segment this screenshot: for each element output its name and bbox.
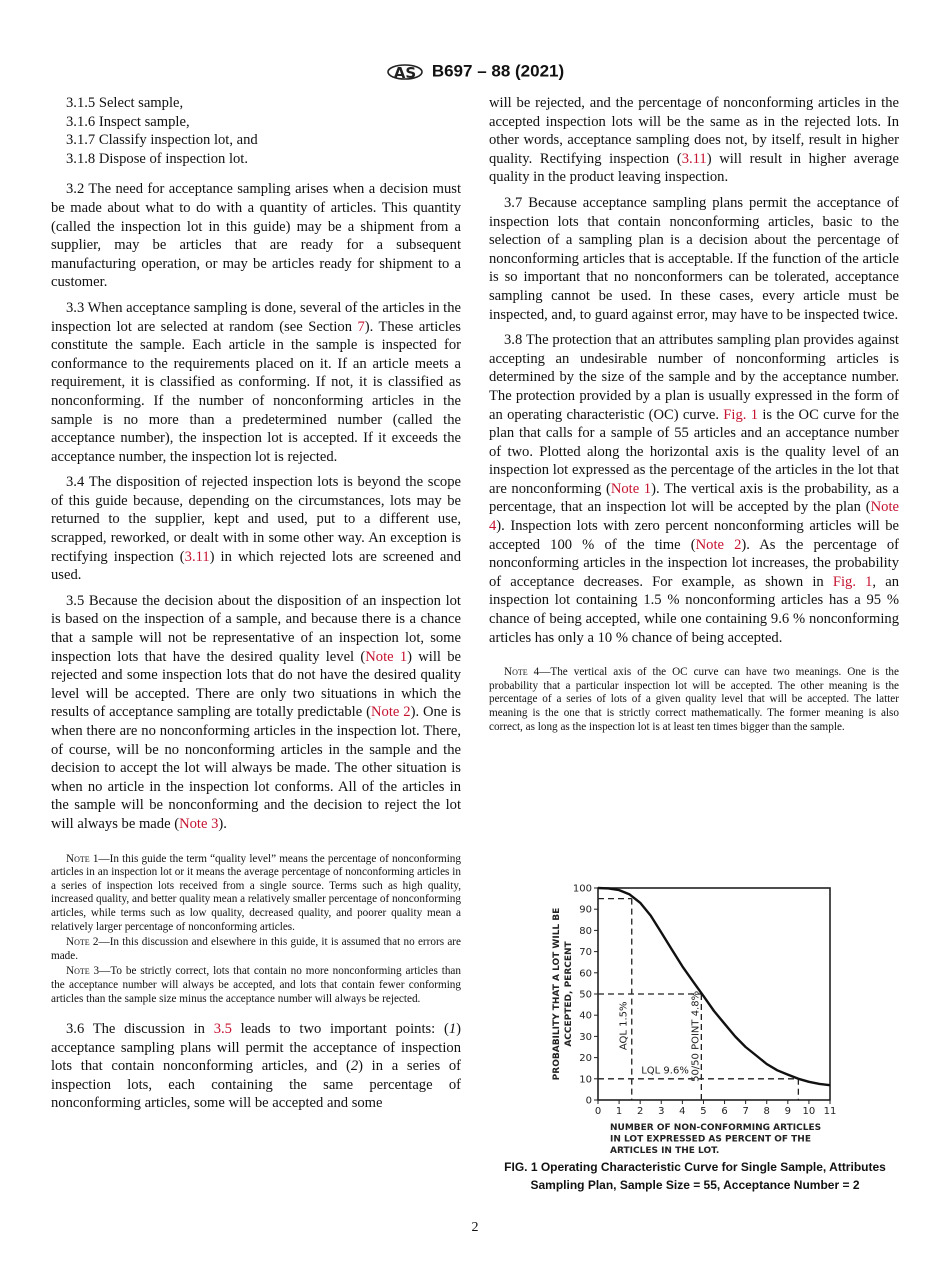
paragraph bbox=[51, 473, 461, 585]
y-tick-label: 70 bbox=[579, 947, 592, 959]
paragraph bbox=[51, 180, 461, 292]
paragraph bbox=[489, 94, 899, 187]
text-run: 2 bbox=[350, 1058, 359, 1075]
cross-reference-link[interactable]: 3.11 bbox=[681, 150, 707, 167]
text-run: 3.3 When acceptance sampling is done, several of the articles in the inspection lot are selected at random (see Section bbox=[51, 299, 461, 335]
annotation-lql: LQL 9.6% bbox=[641, 1065, 689, 1077]
page-header bbox=[0, 58, 950, 86]
text-run: 3.4 The disposition of rejected inspection lots is beyond the scope of this guide because, depending on the circumstances, lots may be returned to the supplier, kept and used, put to a different use, scrapped, reworked, or dealt with in some other way. An exception is rectifying inspection ( bbox=[51, 474, 461, 565]
page-number: 2 bbox=[471, 1220, 479, 1235]
text-run: ). These articles constitute the sample. Each article in the sample is inspected for conformance to the requirements placed on it. If an article meets a requirement, it is classified as conforming. If not, it is classified as nonconforming. If the number of nonconforming articles in the sample is no more than a predetermined number (called the acceptance number), the inspection lot is accepted. If it exceeds the acceptance number, the inspection lot is rejected. bbox=[51, 318, 461, 465]
x-tick-label: 0 bbox=[594, 1106, 602, 1117]
cross-reference-link[interactable]: Fig. 1 bbox=[723, 406, 759, 423]
list-item bbox=[51, 150, 461, 169]
text-run: 2—In this discussion and elsewhere in this guide, it is assumed that no errors are made. bbox=[51, 936, 461, 962]
y-tick-label: 40 bbox=[579, 1010, 592, 1022]
y-axis-label: PROBABILITY THAT A LOT WILL BE bbox=[552, 907, 562, 1081]
list-item bbox=[51, 131, 461, 150]
spacer bbox=[489, 654, 899, 666]
text-run: ). The vertical axis is the probability, as a percentage, that an inspection lot will be accepted by the plan ( bbox=[489, 480, 899, 516]
text-run: 4—The vertical axis of the OC curve can have two meanings. One is the probability that a particular inspection lot will be accepted. The other meaning is the percentage of a series of lots of a given quality level that will be accepted. The latter meaning is the one that is strictly correct mathematically. The former meaning is also correct, as long as the inspection lot is at least ten times bigger than the sample. bbox=[489, 666, 899, 733]
x-tick-label: 7 bbox=[742, 1106, 749, 1117]
x-tick-label: 11 bbox=[823, 1106, 837, 1117]
text-run: ) will be rejected and some inspection lots that do not have the desired quality level will be accepted. There are only two situations in which the results of acceptance sampling are totally predictable ( bbox=[51, 648, 461, 721]
paragraph bbox=[51, 299, 461, 466]
note-label: Note bbox=[66, 936, 90, 949]
paragraph bbox=[489, 194, 899, 324]
text-run: 1 bbox=[448, 1021, 457, 1038]
annotation-fifty-fifty: 50/50 POINT 4.8% bbox=[690, 990, 702, 1082]
text-run: ). One is when there are no nonconforming articles in the inspection lot. There, of course, will be no nonconforming articles in the sample and the decision to accept the lot will always be made. The other situation is when no article in the inspection lot conforms. All of the articles in the sample will be nonconforming and the decision to reject the lot will always be made ( bbox=[51, 704, 461, 832]
cross-reference-link[interactable]: 3.5 bbox=[213, 1021, 232, 1038]
text-run: 3.1.5 Select sample, bbox=[66, 95, 184, 111]
cross-reference-link[interactable]: 3.11 bbox=[184, 548, 210, 565]
spacer bbox=[51, 841, 461, 853]
x-axis-label: NUMBER OF NON-CONFORMING ARTICLES bbox=[610, 1123, 822, 1133]
paragraph bbox=[489, 331, 899, 647]
text-run: leads to two important points: ( bbox=[231, 1021, 449, 1038]
cross-reference-link[interactable]: Note 1 bbox=[365, 648, 408, 665]
cross-reference-link[interactable]: Note 2 bbox=[695, 536, 742, 553]
x-axis-label: ARTICLES IN THE LOT. bbox=[610, 1146, 720, 1156]
x-tick-label: 3 bbox=[658, 1106, 665, 1117]
text-run: ). bbox=[218, 815, 227, 832]
y-tick-label: 50 bbox=[579, 989, 592, 1001]
cross-reference-link[interactable]: Note 1 bbox=[610, 480, 652, 497]
text-run: 3.5 Because the decision about the disposition of an inspection lot is based on the inspection of a sample, and because there is a chance that a sample will not be representative of an inspection lot, some inspection lots that have the desired quality level ( bbox=[51, 592, 461, 665]
text-run: ). Inspection lots with zero percent nonconforming articles will be accepted 100 % of the time ( bbox=[489, 518, 899, 553]
note-paragraph bbox=[489, 666, 899, 734]
paragraph bbox=[51, 1020, 461, 1113]
text-run: , an inspection lot containing 1.5 % nonconforming articles has a 95 % chance of being accepted, while one containing 9.6 % nonconforming articles has only a 10 % chance of being accepted. bbox=[489, 573, 899, 646]
spacer bbox=[51, 168, 461, 180]
cross-reference-link[interactable]: Note 2 bbox=[371, 704, 411, 721]
cross-reference-link[interactable]: Note 3 bbox=[179, 815, 219, 832]
x-tick-label: 5 bbox=[700, 1106, 707, 1117]
figure-caption: FIG. 1 Operating Characteristic Curve for Single Sample, Attributes Sampling Plan, Sample Size = 55, Acceptance Number = 2 bbox=[504, 1160, 886, 1192]
x-tick-label: 6 bbox=[721, 1106, 728, 1117]
text-run: is the OC curve for the plan that calls for a sample of 55 articles and an acceptance number of two. Plotted along the horizontal axis is the quality level of an inspection lot expressed as the percentage of the articles in the lot that are nonconforming ( bbox=[489, 406, 900, 497]
x-tick-label: 9 bbox=[784, 1106, 792, 1117]
text-run: 3.1.6 Inspect sample, bbox=[66, 113, 190, 130]
note-paragraph bbox=[51, 853, 461, 935]
text-run: 3.1.7 Classify inspection lot, and bbox=[66, 132, 258, 149]
y-tick-label: 100 bbox=[572, 883, 592, 895]
x-tick-label: 10 bbox=[802, 1106, 816, 1117]
text-run: 3.6 The discussion in bbox=[66, 1021, 214, 1038]
text-run: 3.2 The need for acceptance sampling arises when a decision must be made about what to do with a quantity of articles. This quantity (called the inspection lot in this guide) may be a shipment from a supplier, may be articles that are ready for a subsequent manufacturing operation, or may be articles ready for shipment to a customer. bbox=[51, 181, 461, 291]
y-tick-label: 20 bbox=[579, 1053, 592, 1065]
astm-logo-icon bbox=[386, 58, 424, 86]
text-run: 3.8 The protection that an attributes sampling plan provides against accepting an undesirable number of nonconforming articles is determined by the size of the sample and by the acceptance number. The protection provided by a plan is usually expressed in the form of an operating characteristic (OC) curve. bbox=[489, 332, 899, 423]
oc-curve-line bbox=[598, 888, 830, 1085]
text-run: ) will result in higher average quality in the product leaving inspection. bbox=[489, 150, 899, 186]
x-tick-label: 1 bbox=[615, 1106, 623, 1117]
x-tick-label: 4 bbox=[679, 1106, 686, 1117]
note-label: Note bbox=[66, 852, 90, 865]
paragraph bbox=[51, 592, 461, 834]
note-paragraph bbox=[51, 965, 461, 1006]
cross-reference-link[interactable]: Fig. 1 bbox=[832, 573, 873, 590]
y-tick-label: 60 bbox=[579, 968, 592, 980]
x-tick-label: 8 bbox=[763, 1106, 770, 1117]
y-axis-label: ACCEPTED, PERCENT bbox=[564, 941, 574, 1047]
text-run: ) in which rejected lots are screened and used. bbox=[51, 548, 461, 584]
list-item bbox=[51, 113, 461, 132]
oc-curve-chart bbox=[545, 875, 845, 1165]
y-tick-label: 10 bbox=[579, 1074, 592, 1086]
text-run: ) in a series of inspection lots, each containing the same percentage of nonconforming articles, some will be accepted and some bbox=[51, 1058, 461, 1112]
list-item bbox=[51, 94, 461, 113]
text-run: ) acceptance sampling plans will permit the acceptance of inspection lots that contain nonconforming articles, and ( bbox=[51, 1021, 461, 1075]
text-run: 3.7 Because acceptance sampling plans permit the acceptance of inspection lots that contain nonconforming articles, basic to the selection of a sampling plan is a decision about the percentage of nonconforming articles that is acceptable. If the function of the article is so important that no nonconformers can be tolerated, acceptance sampling cannot be used. In these cases, every article must be inspected, and, to guard against error, may have to be inspected twice. bbox=[489, 194, 899, 323]
note-label: Note bbox=[504, 666, 528, 679]
y-tick-label: 80 bbox=[579, 925, 592, 937]
y-tick-label: 0 bbox=[585, 1095, 592, 1107]
spacer bbox=[51, 1008, 461, 1020]
svg-text:AS: AS bbox=[393, 64, 417, 82]
text-run: 3.1.8 Dispose of inspection lot. bbox=[66, 150, 249, 167]
y-tick-label: 30 bbox=[579, 1031, 592, 1043]
y-tick-label: 90 bbox=[579, 904, 592, 916]
note-paragraph bbox=[51, 936, 461, 963]
text-run: will be rejected, and the percentage of nonconforming articles in the accepted inspection lots will be the same as in the rejected lots. In other words, acceptance sampling does not, by itself, result in higher quality. Rectifying inspection ( bbox=[489, 95, 899, 167]
annotation-aql: AQL 1.5% bbox=[618, 1001, 630, 1051]
standard-designation: B697 – 88 (2021) bbox=[431, 61, 565, 81]
text-run: 3—To be strictly correct, lots that contain no more nonconforming articles than the acceptance number will always be accepted, and lots that contain fewer conforming articles than the sample size minus the acceptance number will always be rejected. bbox=[51, 965, 461, 1005]
right-column bbox=[489, 94, 899, 736]
left-column bbox=[51, 94, 461, 1120]
note-label: Note bbox=[66, 965, 90, 978]
text-run: 1—In this guide the term “quality level” means the percentage of nonconforming articles in an inspection lot or it means the average percentage of nonconforming articles in a series of inspection lots received from a single source. Terms such as high quality, increased quality, and better quality mean a relatively smaller percentage of nonconforming articles, while terms such as low quality, decreased quality, and poorer quality mean a relatively larger percentage of nonconforming articles. bbox=[51, 852, 461, 933]
x-tick-label: 2 bbox=[636, 1106, 644, 1117]
cross-reference-link[interactable]: 7 bbox=[357, 318, 365, 335]
text-run: ). As the percentage of nonconforming articles in the inspection lot increases, the probability of acceptance decreases. For example, as shown in bbox=[489, 536, 899, 590]
x-axis-label: IN LOT EXPRESSED AS PERCENT OF THE bbox=[610, 1134, 811, 1145]
cross-reference-link[interactable]: Note 4 bbox=[489, 499, 899, 535]
